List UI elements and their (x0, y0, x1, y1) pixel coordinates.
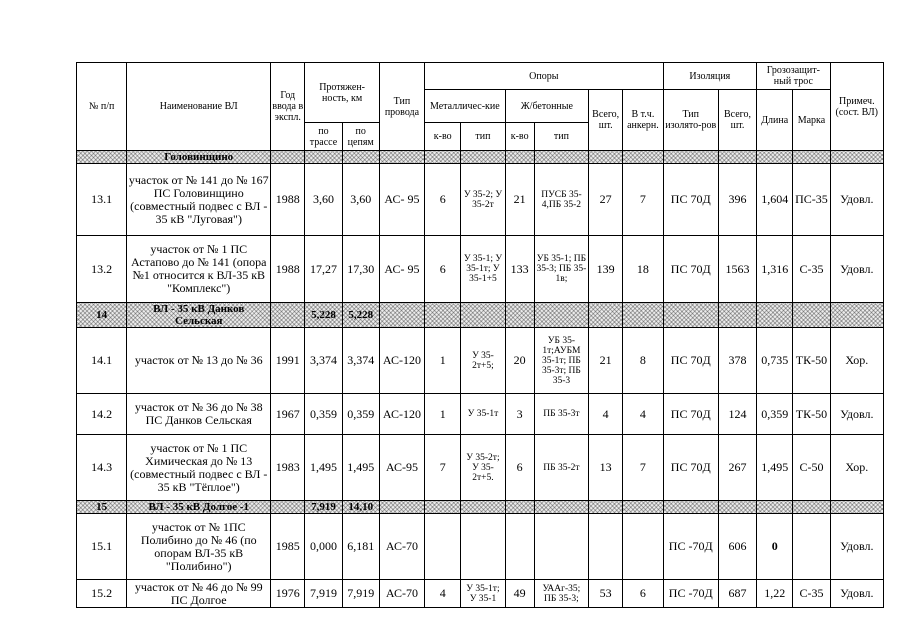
section-empty-cell (663, 303, 718, 328)
header-incl-anchor: В т.ч. анкерн. (623, 90, 663, 151)
row-insulator-type: ПС 70Д (663, 394, 718, 435)
table-row (77, 236, 884, 303)
row-name: участок от № 13 до № 36 (127, 328, 271, 394)
section-row (77, 151, 884, 164)
row-total-pcs: 53 (589, 580, 623, 608)
row-metal-qty: 1 (425, 328, 461, 394)
row-ins-total: 124 (718, 394, 756, 435)
row-length-chains: 3,374 (342, 328, 379, 394)
row-metal-type: У 35-2; У 35-2т (461, 164, 505, 236)
header-length: Протяжен-ность, км (305, 63, 379, 123)
row-wire-type: АС- 95 (379, 164, 424, 236)
row-name: участок от № 1 ПС Химическая до № 13 (совместный подвес с ВЛ - 35 кВ "Тёплое") (127, 435, 271, 501)
row-concrete-qty: 133 (505, 236, 534, 303)
section-empty-cell (589, 151, 623, 164)
row-year: 1976 (271, 580, 305, 608)
section-empty-cell (425, 303, 461, 328)
section-empty-cell (757, 151, 793, 164)
row-metal-qty: 4 (425, 580, 461, 608)
row-note: Удовл. (830, 236, 883, 303)
row-name: участок от № 1ПС Полибино до № 46 (по опорам ВЛ-35 кВ "Полибино") (127, 514, 271, 580)
row-num: 15.1 (77, 514, 127, 580)
section-empty-cell (461, 501, 505, 514)
row-gw-brand: ТК-50 (793, 328, 830, 394)
row-total-pcs: 4 (589, 394, 623, 435)
row-length-chains: 0,359 (342, 394, 379, 435)
row-incl-anchor: 6 (623, 580, 663, 608)
header-insulation: Изоляция (663, 63, 757, 90)
row-length-route: 3,60 (305, 164, 342, 236)
row-length-chains: 3,60 (342, 164, 379, 236)
header-metal: Металличес-кие (425, 90, 505, 123)
section-empty-cell (505, 303, 534, 328)
section-name: ВЛ - 35 кВ Данков Сельская (127, 303, 271, 328)
row-insulator-type: ПС -70Д (663, 514, 718, 580)
row-incl-anchor: 7 (623, 435, 663, 501)
row-length-chains: 17,30 (342, 236, 379, 303)
row-gw-length: 1,604 (757, 164, 793, 236)
row-gw-brand: С-50 (793, 435, 830, 501)
row-ins-total: 396 (718, 164, 756, 236)
row-gw-length: 1,316 (757, 236, 793, 303)
row-num: 15.2 (77, 580, 127, 608)
row-gw-brand: ТК-50 (793, 394, 830, 435)
row-total-pcs: 21 (589, 328, 623, 394)
row-concrete-qty: 20 (505, 328, 534, 394)
section-row (77, 501, 884, 514)
header-insulator-type: Тип изолято-ров (663, 90, 718, 151)
section-length-chains: 5,228 (342, 303, 379, 328)
section-empty-cell (534, 303, 588, 328)
section-empty-cell (623, 151, 663, 164)
row-year: 1967 (271, 394, 305, 435)
row-insulator-type: ПС 70Д (663, 435, 718, 501)
row-insulator-type: ПС 70Д (663, 328, 718, 394)
row-metal-type: У 35-1; У 35-1т; У 35-1+5 (461, 236, 505, 303)
row-length-route: 0,359 (305, 394, 342, 435)
row-concrete-qty: 3 (505, 394, 534, 435)
row-ins-total: 606 (718, 514, 756, 580)
table-row (77, 328, 884, 394)
section-empty-cell (830, 501, 883, 514)
row-gw-brand: С-35 (793, 236, 830, 303)
row-ins-total: 378 (718, 328, 756, 394)
row-metal-qty: 6 (425, 164, 461, 236)
row-total-pcs: 13 (589, 435, 623, 501)
row-wire-type: АС-120 (379, 328, 424, 394)
row-num: 14.1 (77, 328, 127, 394)
header-ins-total: Всего, шт. (718, 90, 756, 151)
section-row (77, 303, 884, 328)
row-year: 1988 (271, 236, 305, 303)
row-concrete-type: УБ 35-1т;АУБМ 35-1т; ПБ 35-3т; ПБ 35-3 (534, 328, 588, 394)
header-gw-brand: Марка (793, 90, 830, 151)
row-insulator-type: ПС -70Д (663, 580, 718, 608)
power-lines-table (76, 62, 884, 608)
section-empty-cell (379, 501, 424, 514)
header-length-route: по трассе (305, 123, 342, 151)
section-num (77, 151, 127, 164)
row-length-chains: 1,495 (342, 435, 379, 501)
header-num: № п/п (77, 63, 127, 151)
header-concrete-qty: к-во (505, 123, 534, 151)
row-gw-length: 1,22 (757, 580, 793, 608)
header-concrete-type: тип (534, 123, 588, 151)
row-metal-type: У 35-1т (461, 394, 505, 435)
section-year (271, 303, 305, 328)
row-name: участок от № 141 до № 167 ПС Головинщино (совместный подвес с ВЛ - 35 кВ "Луговая") (127, 164, 271, 236)
row-length-route: 7,919 (305, 580, 342, 608)
section-length-route: 7,919 (305, 501, 342, 514)
row-name: участок от № 46 до № 99 ПС Долгое (127, 580, 271, 608)
section-empty-cell (505, 151, 534, 164)
section-length-route: 5,228 (305, 303, 342, 328)
section-num: 15 (77, 501, 127, 514)
section-empty-cell (505, 501, 534, 514)
section-empty-cell (718, 303, 756, 328)
row-num: 13.2 (77, 236, 127, 303)
section-empty-cell (663, 151, 718, 164)
row-incl-anchor (623, 514, 663, 580)
row-ins-total: 1563 (718, 236, 756, 303)
row-length-route: 1,495 (305, 435, 342, 501)
row-total-pcs (589, 514, 623, 580)
row-insulator-type: ПС 70Д (663, 236, 718, 303)
row-gw-length: 1,495 (757, 435, 793, 501)
row-concrete-qty (505, 514, 534, 580)
row-incl-anchor: 4 (623, 394, 663, 435)
row-gw-brand: ПС-35 (793, 164, 830, 236)
row-concrete-qty: 49 (505, 580, 534, 608)
row-incl-anchor: 8 (623, 328, 663, 394)
section-empty-cell (793, 303, 830, 328)
row-length-route: 17,27 (305, 236, 342, 303)
header-year: Год ввода в экспл. (271, 63, 305, 151)
section-name: Головинщино (127, 151, 271, 164)
row-name: участок от № 1 ПС Астапово до № 141 (опора №1 относится к ВЛ-35 кВ "Комплекс") (127, 236, 271, 303)
section-empty-cell (425, 501, 461, 514)
row-metal-type: У 35-2т+5; (461, 328, 505, 394)
row-concrete-type: ПБ 35-3т (534, 394, 588, 435)
section-empty-cell (757, 501, 793, 514)
row-note: Хор. (830, 435, 883, 501)
row-note: Удовл. (830, 394, 883, 435)
row-wire-type: АС- 95 (379, 236, 424, 303)
header-wire-type: Тип провода (379, 63, 424, 151)
header-gw-length: Длина (757, 90, 793, 151)
row-concrete-type: УБ 35-1; ПБ 35-3; ПБ 35-1в; (534, 236, 588, 303)
header-note: Примеч. (сост. ВЛ) (830, 63, 883, 151)
row-metal-qty: 1 (425, 394, 461, 435)
row-note: Удовл. (830, 164, 883, 236)
section-empty-cell (425, 151, 461, 164)
row-note: Удовл. (830, 514, 883, 580)
row-ins-total: 687 (718, 580, 756, 608)
row-concrete-type: ПБ 35-2т (534, 435, 588, 501)
section-empty-cell (379, 303, 424, 328)
row-total-pcs: 139 (589, 236, 623, 303)
row-incl-anchor: 18 (623, 236, 663, 303)
section-empty-cell (793, 501, 830, 514)
row-concrete-qty: 21 (505, 164, 534, 236)
row-gw-brand: С-35 (793, 580, 830, 608)
section-empty-cell (623, 303, 663, 328)
section-year (271, 501, 305, 514)
row-num: 14.2 (77, 394, 127, 435)
section-empty-cell (718, 151, 756, 164)
row-concrete-type: УААг-35; ПБ 35-3; (534, 580, 588, 608)
row-concrete-type: ПУСБ 35-4,ПБ 35-2 (534, 164, 588, 236)
row-metal-type (461, 514, 505, 580)
section-empty-cell (534, 151, 588, 164)
section-empty-cell (461, 151, 505, 164)
section-empty-cell (534, 501, 588, 514)
header-metal-type: тип (461, 123, 505, 151)
row-total-pcs: 27 (589, 164, 623, 236)
row-metal-qty (425, 514, 461, 580)
row-metal-type: У 35-2т; У 35-2т+5. (461, 435, 505, 501)
row-metal-type: У 35-1т; У 35-1 (461, 580, 505, 608)
row-gw-length: 0,359 (757, 394, 793, 435)
section-empty-cell (589, 501, 623, 514)
table-row (77, 394, 884, 435)
table-row (77, 435, 884, 501)
row-year: 1983 (271, 435, 305, 501)
row-year: 1985 (271, 514, 305, 580)
section-empty-cell (663, 501, 718, 514)
row-num: 14.3 (77, 435, 127, 501)
row-metal-qty: 7 (425, 435, 461, 501)
row-name: участок от № 36 до № 38 ПС Данков Сельская (127, 394, 271, 435)
section-length-route (305, 151, 342, 164)
header-total-pcs: Всего, шт. (589, 90, 623, 151)
section-length-chains (342, 151, 379, 164)
row-gw-length: 0 (757, 514, 793, 580)
section-empty-cell (461, 303, 505, 328)
section-empty-cell (718, 501, 756, 514)
row-note: Удовл. (830, 580, 883, 608)
row-year: 1991 (271, 328, 305, 394)
row-concrete-qty: 6 (505, 435, 534, 501)
section-num: 14 (77, 303, 127, 328)
row-wire-type: АС-70 (379, 580, 424, 608)
section-empty-cell (830, 151, 883, 164)
row-length-route: 3,374 (305, 328, 342, 394)
row-length-route: 0,000 (305, 514, 342, 580)
row-wire-type: АС-120 (379, 394, 424, 435)
header-ground-wire: Грозозащит-ный трос (757, 63, 830, 90)
row-wire-type: АС-70 (379, 514, 424, 580)
section-empty-cell (793, 151, 830, 164)
row-gw-brand (793, 514, 830, 580)
section-empty-cell (830, 303, 883, 328)
row-num: 13.1 (77, 164, 127, 236)
table-row (77, 580, 884, 608)
row-year: 1988 (271, 164, 305, 236)
row-ins-total: 267 (718, 435, 756, 501)
section-empty-cell (623, 501, 663, 514)
header-name: Наименование ВЛ (127, 63, 271, 151)
section-empty-cell (379, 151, 424, 164)
section-empty-cell (757, 303, 793, 328)
section-name: ВЛ - 35 кВ Долгое -1 (127, 501, 271, 514)
section-year (271, 151, 305, 164)
row-length-chains: 6,181 (342, 514, 379, 580)
row-metal-qty: 6 (425, 236, 461, 303)
row-incl-anchor: 7 (623, 164, 663, 236)
row-length-chains: 7,919 (342, 580, 379, 608)
header-concrete: Ж/бетонные (505, 90, 589, 123)
header-length-chains: по цепям (342, 123, 379, 151)
row-gw-length: 0,735 (757, 328, 793, 394)
row-concrete-type (534, 514, 588, 580)
section-empty-cell (589, 303, 623, 328)
row-wire-type: АС-95 (379, 435, 424, 501)
header-supports: Опоры (425, 63, 663, 90)
table-row (77, 514, 884, 580)
section-length-chains: 14,10 (342, 501, 379, 514)
table-row (77, 164, 884, 236)
header-metal-qty: к-во (425, 123, 461, 151)
row-note: Хор. (830, 328, 883, 394)
row-insulator-type: ПС 70Д (663, 164, 718, 236)
